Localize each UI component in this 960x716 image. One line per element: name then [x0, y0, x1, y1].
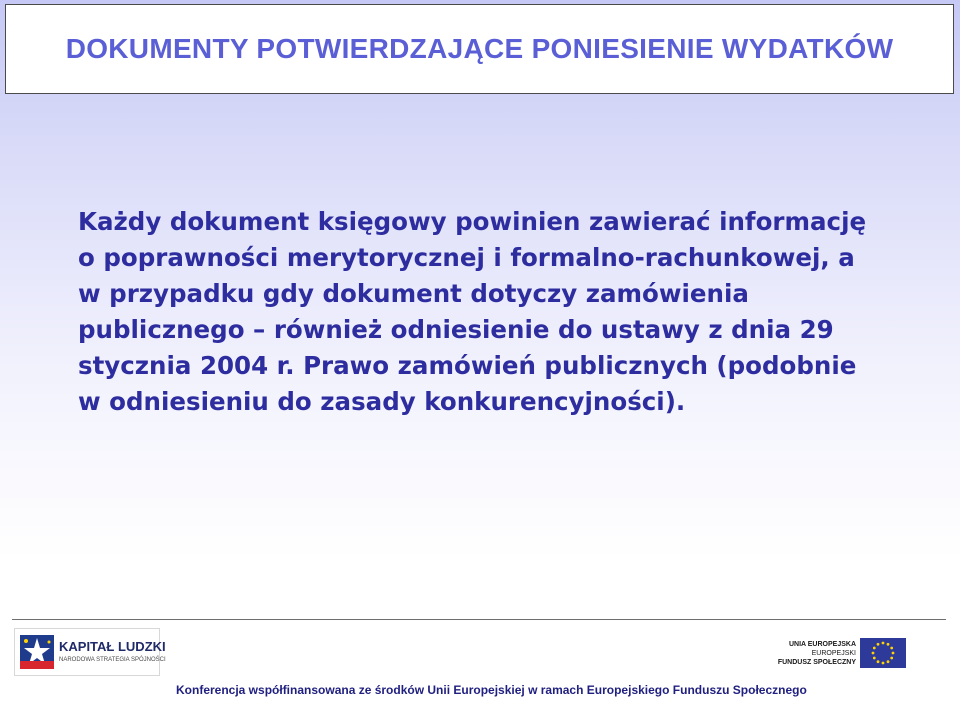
- kapital-ludzki-name: KAPITAŁ LUDZKI: [59, 639, 166, 654]
- footer-divider: [12, 619, 946, 620]
- kapital-ludzki-logo: [14, 628, 166, 676]
- eu-flag-icon: [860, 638, 906, 668]
- eu-efs-logo: [777, 636, 910, 670]
- eu-logo-line3: FUNDUSZ SPOŁECZNY: [777, 659, 856, 666]
- footer-caption: Konferencja współfinansowana ze środków Unii Europejskiej w ramach Europejskiego Funduszu Społecznego: [176, 683, 807, 697]
- kapital-ludzki-subtitle: NARODOWA STRATEGIA SPÓJNOŚCI: [59, 657, 166, 663]
- eu-logo-text: [778, 640, 856, 667]
- slide-body-text: Każdy dokument księgowy powinien zawierać informację o poprawności merytorycznej i formalno-rachunkowej, a w przypadku gdy dokument dotyczy zamówienia publicznego – również odniesienie do ustawy z dnia 29 stycznia 2004 r. Prawo zamówień publicznych (podobnie w odniesieniu do zasady konkurencyjności).: [78, 207, 867, 416]
- eu-logo-line1: UNIA EUROPEJSKA: [788, 641, 856, 648]
- kapital-ludzki-star-icon: [18, 633, 56, 671]
- title-box: [5, 4, 954, 94]
- slide-title: DOKUMENTY POTWIERDZAJĄCE PONIESIENIE WYDATKÓW: [65, 33, 894, 64]
- eu-logo-line2: EUROPEJSKI: [811, 650, 856, 657]
